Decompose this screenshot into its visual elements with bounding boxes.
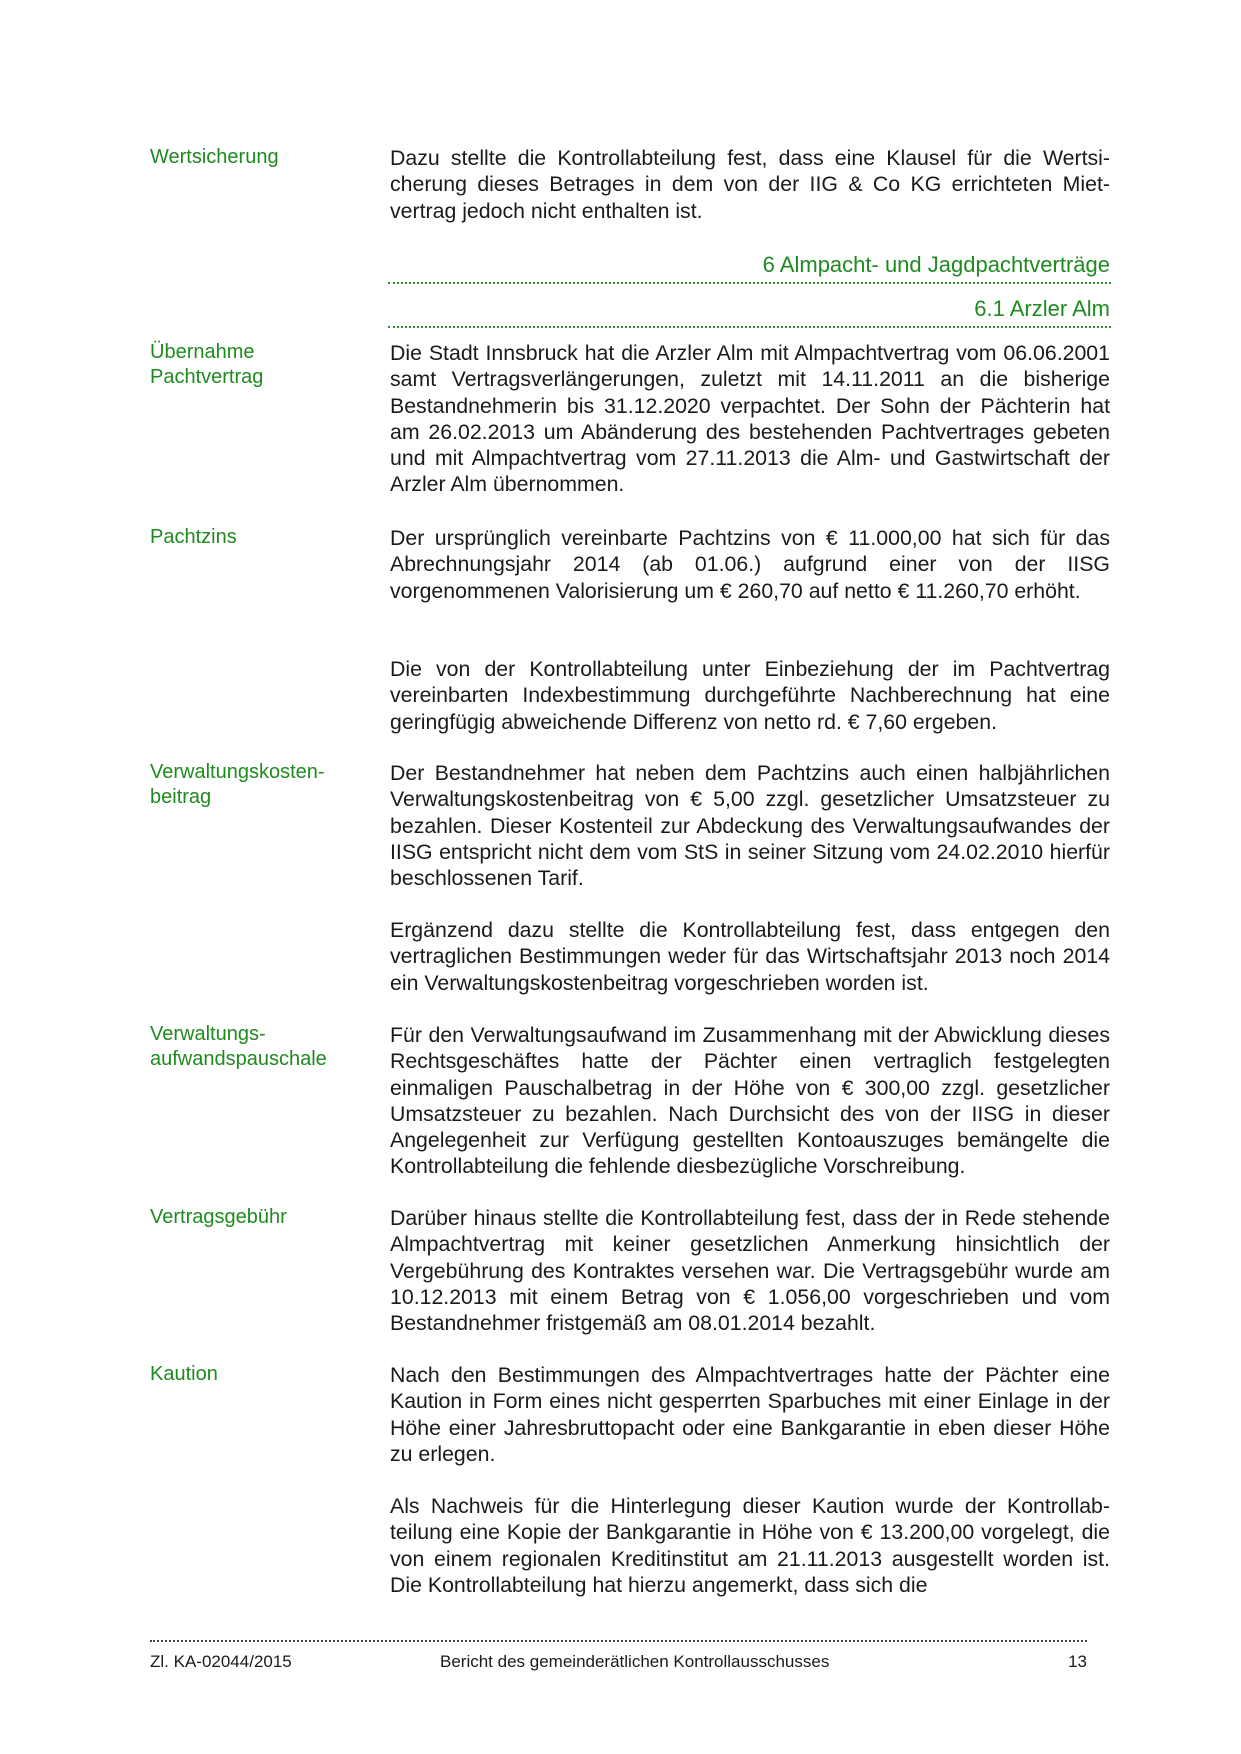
paragraph-verwaltungsaufwandspauschale — [390, 1022, 1110, 1180]
footer-reference: Zl. KA-02044/2015 — [150, 1652, 292, 1671]
paragraph-text: Der ursprünglich vereinbarte Pachtzins von € 11.000,00 hat sich für das Abrechnungsjahr 2014 (ab 01.06.) aufgrund einer von der IISG vorgenommenen Valorisierung um € 260,70 auf netto € 11.260,70 erhöht. — [390, 526, 1110, 603]
paragraph-text: Die Stadt Innsbruck hat die Arzler Alm mit Almpachtvertrag vom 06.06.2001 samt Vertragsverlängerungen, zuletzt mit 14.11.2011 an die bisherige Bestandnehmerin bis 31.12.2020 verpachtet. Der Sohn der Pächterin hat am 26.02.2013 um Abänderung des bestehenden Pachtvertrages gebeten und mit Almpachtvertrag vom 27.11.2013 die Alm- und Gastwirtschaft der Arzler Alm übernommen. — [390, 341, 1110, 497]
paragraph-wertsicherung — [390, 145, 1110, 224]
subsection-divider — [388, 326, 1111, 328]
paragraph-text: Darüber hinaus stellte die Kontrollabteilung fest, dass der in Rede stehende Almpachtvertrag mit keiner gesetzlichen Anmerkung hinsichtlich der Vergebührung des Kontraktes versehen war. Die Vertragsgebühr wurde am 10.12.2013 mit einem Betrag von € 1.056,00 vorgeschrieben und vom Bestandnehmer fristgemäß am 08.01.2014 bezahlt. — [390, 1206, 1110, 1336]
margin-label-vertragsgebuehr: Vertragsgebühr — [150, 1206, 287, 1228]
paragraph-text: Für den Verwaltungsaufwand im Zusammenhang mit der Abwicklung dieses Rechtsgeschäftes hatte der Pächter einen vertraglich festgelegten einmaligen Pauschalbetrag in der Höhe von € 300,00 zzgl. gesetzlicher Umsatzsteuer zu bezahlen. Nach Durchsicht des von der IISG in dieser Angelegenheit zur Verfügung gestellten Kontoauszuges bemängelte die Kontrollabteilung die fehlende diesbezügliche Vorschreibung. — [390, 1023, 1110, 1179]
section-heading: 6 Almpacht- und Jagdpachtverträge — [762, 252, 1110, 277]
footer-title: Bericht des gemeinderätlichen Kontrollausschusses — [440, 1652, 830, 1671]
margin-label-kaution: Kaution — [150, 1363, 218, 1385]
section-divider — [388, 282, 1111, 284]
paragraph-text: Ergänzend dazu stellte die Kontrollabteilung fest, dass entgegen den vertraglichen Bestimmungen weder für das Wirtschaftsjahr 2013 noch 2014 ein Verwaltungskostenbeitrag vorgeschrieben worden ist. — [390, 918, 1110, 995]
paragraph-vertragsgebuehr — [390, 1205, 1110, 1336]
paragraph-kaution — [390, 1362, 1110, 1467]
margin-label-uebernahme: Übernahme Pachtvertrag — [150, 341, 264, 388]
paragraph-verwaltungskostenbeitrag — [390, 760, 1110, 891]
paragraph-pachtzins — [390, 525, 1110, 604]
margin-label-verwaltungskostenbeitrag: Verwaltungskosten-beitrag — [150, 761, 325, 808]
paragraph-verwaltungskostenbeitrag-2 — [390, 917, 1110, 996]
paragraph-kaution-2 — [390, 1493, 1110, 1598]
paragraph-text: Die von der Kontrollabteilung unter Einbeziehung der im Pachtvertrag vereinbarten Indexbestimmung durchgeführte Nachberechnung hat eine geringfügig abweichende Differenz von netto rd. € 7,60 ergeben. — [390, 657, 1110, 734]
paragraph-text: Dazu stellte die Kontrollabteilung fest, dass eine Klausel für die Wertsicherung dieses Betrages in dem von der IIG & Co KG errichteten Mietvertrag jedoch nicht enthalten ist. — [390, 146, 1110, 223]
footer-divider — [150, 1640, 1087, 1642]
paragraph-pachtzins-2 — [390, 656, 1110, 735]
paragraph-text: Als Nachweis für die Hinterlegung dieser Kaution wurde der Kontrollabteilung eine Kopie der Bankgarantie in Höhe von € 13.200,00 vorgelegt, die von einem regionalen Kreditinstitut am 21.11.2013 ausgestellt worden ist. Die Kontrollabteilung hat hierzu angemerkt, dass sich die — [390, 1494, 1110, 1597]
paragraph-uebernahme — [390, 340, 1110, 498]
subsection-heading: 6.1 Arzler Alm — [974, 296, 1110, 321]
paragraph-text: Nach den Bestimmungen des Almpachtvertrages hatte der Pächter eine Kaution in Form eines nicht gesperrten Sparbuches mit einer Einlage in der Höhe einer Jahresbruttopacht oder eine Bankgarantie in eben dieser Höhe zu erlegen. — [390, 1363, 1110, 1466]
margin-label-pachtzins: Pachtzins — [150, 526, 237, 548]
margin-label-wertsicherung: Wertsicherung — [150, 146, 279, 168]
paragraph-text: Der Bestandnehmer hat neben dem Pachtzins auch einen halbjährlichen Verwaltungskostenbeitrag von € 5,00 zzgl. gesetzlicher Umsatzsteuer zu bezahlen. Dieser Kostenteil zur Abdeckung des Verwaltungsaufwandes der IISG entspricht nicht dem vom StS in seiner Sitzung vom 24.02.2010 hierfür beschlossenen Tarif. — [390, 761, 1110, 891]
margin-label-verwaltungsaufwandspauschale: Verwaltungs-aufwandspauschale — [150, 1023, 327, 1070]
page-number: 13 — [1068, 1652, 1087, 1671]
